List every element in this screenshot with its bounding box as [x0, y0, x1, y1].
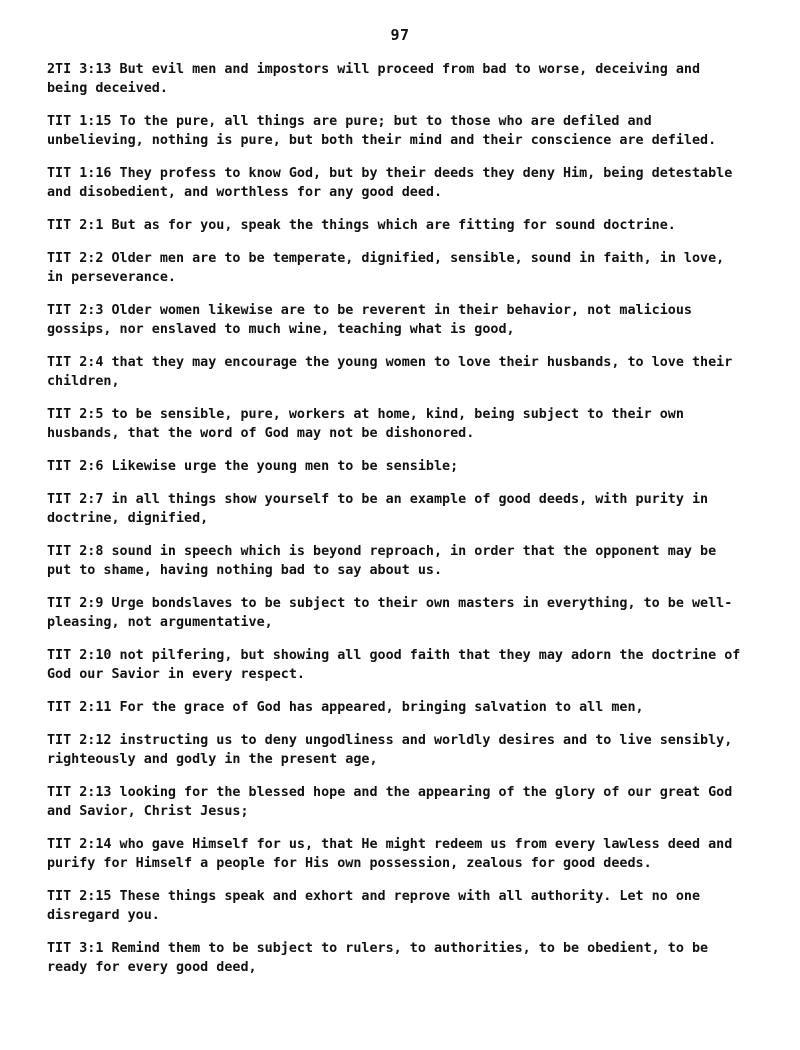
verse-tit-2-11: TIT 2:11 For the grace of God has appeared, bringing salvation to all men, [47, 700, 644, 715]
verse-tit-2-6: TIT 2:6 Likewise urge the young men to be sensible; [47, 459, 459, 474]
verse-tit-1-15: TIT 1:15 To the pure, all things are pure; but to those who are defiled and unbelieving, nothing is pure, but both their mind and their conscience are defiled. [47, 114, 717, 148]
verse-list [47, 60, 747, 991]
verse-tit-2-7: TIT 2:7 in all things show yourself to be an example of good deeds, with purity in doctrine, dignified, [47, 492, 709, 526]
verse-tit-1-16: TIT 1:16 They profess to know God, but by their deeds they deny Him, being detestable and disobedient, and worthless for any good deed. [47, 166, 733, 200]
verse-tit-2-15: TIT 2:15 These things speak and exhort and reprove with all authority. Let no one disregard you. [47, 889, 701, 923]
verse-tit-2-13: TIT 2:13 looking for the blessed hope and the appearing of the glory of our great God and Savior, Christ Jesus; [47, 785, 733, 819]
verse-tit-2-12: TIT 2:12 instructing us to deny ungodliness and worldly desires and to live sensibly, righteously and godly in the present age, [47, 733, 733, 767]
verse-tit-3-1: TIT 3:1 Remind them to be subject to rulers, to authorities, to be obedient, to be ready for every good deed, [47, 941, 709, 975]
verse-2ti-3-13: 2TI 3:13 But evil men and impostors will proceed from bad to worse, deceiving and being deceived. [47, 62, 701, 96]
verse-tit-2-14: TIT 2:14 who gave Himself for us, that He might redeem us from every lawless deed and purify for Himself a people for His own possession, zealous for good deeds. [47, 837, 733, 871]
verse-tit-2-10: TIT 2:10 not pilfering, but showing all good faith that they may adorn the doctrine of God our Savior in every respect. [47, 648, 741, 682]
page-number: 97 [390, 26, 410, 44]
verse-tit-2-8: TIT 2:8 sound in speech which is beyond reproach, in order that the opponent may be put to shame, having nothing bad to say about us. [47, 544, 717, 578]
verse-tit-2-5: TIT 2:5 to be sensible, pure, workers at home, kind, being subject to their own husbands, that the word of God may not be dishonored. [47, 407, 684, 441]
verse-tit-2-1: TIT 2:1 But as for you, speak the things which are fitting for sound doctrine. [47, 218, 676, 233]
verse-tit-2-4: TIT 2:4 that they may encourage the young women to love their husbands, to love their children, [47, 355, 733, 389]
verse-tit-2-2: TIT 2:2 Older men are to be temperate, dignified, sensible, sound in faith, in love, in perseverance. [47, 251, 725, 285]
verse-tit-2-9: TIT 2:9 Urge bondslaves to be subject to their own masters in everything, to be well-pleasing, not argumentative, [47, 596, 733, 630]
verse-tit-2-3: TIT 2:3 Older women likewise are to be reverent in their behavior, not malicious gossips, nor enslaved to much wine, teaching what is good, [47, 303, 692, 337]
